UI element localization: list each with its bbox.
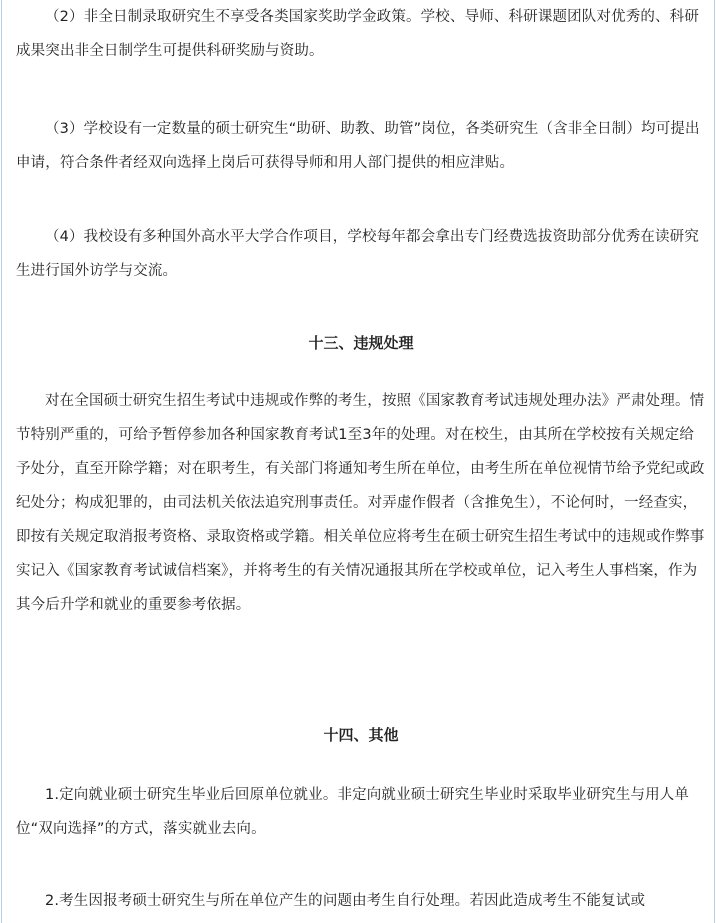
paragraph-assistant-positions: （3）学校设有一定数量的硕士研究生“助研、助教、助管”岗位，各类研究生（含非全日制）均可提出申请，符合条件者经双向选择上岗后可获得导师和用人部门提供的相应津贴。 <box>16 121 700 171</box>
paragraph-overseas-exchange: （4）我校设有多种国外高水平大学合作项目，学校每年都会拿出专门经费选拔资助部分优秀在读研究生进行国外访学与交流。 <box>16 229 699 279</box>
paragraph-employment: 1.定向就业硕士研究生毕业后回原单位就业。非定向就业硕士研究生毕业时采取毕业研究生与用人单位“双向选择”的方式，落实就业去向。 <box>16 787 690 837</box>
document-frame <box>1 0 715 923</box>
paragraph-violation-handling: 对在全国硕士研究生招生考试中违规或作弊的考生，按照《国家教育考试违规处理办法》严肃处理。情节特别严重的，可给予暂停参加各种国家教育考试1至3年的处理。对在校生，由其所在学校按有关规定给予处分，直至开除学籍；对在职考生，有关部门将通知考生所在单位，由考生所在单位视情节给予党纪或政纪处分；构成犯罪的，由司法机关依法追究刑事责任。对弄虚作假者（含推免生），不论何时，一经查实，即按有关规定取消报考资格、录取资格或学籍。相关单位应将考生在硕士研究生招生考试中的违规或作弊事实记入《国家教育考试诚信档案》，并将考生的有关情况通报其所在学校或单位，记入考生人事档案，作为其今后升学和就业的重要参考依据。 <box>16 393 705 613</box>
section-heading-other: 十四、其他 <box>323 726 399 744</box>
paragraph-employer-issues: 2.考生因报考硕士研究生与所在单位产生的问题由考生自行处理。若因此造成考生不能复试或 <box>45 893 646 909</box>
section-heading-violations: 十三、违规处理 <box>308 334 414 352</box>
paragraph-non-fulltime-scholarship: （2）非全日制录取研究生不享受各类国家奖助学金政策。学校、导师、科研课题团队对优秀的、科研成果突出非全日制学生可提供科研奖励与资助。 <box>16 9 699 59</box>
